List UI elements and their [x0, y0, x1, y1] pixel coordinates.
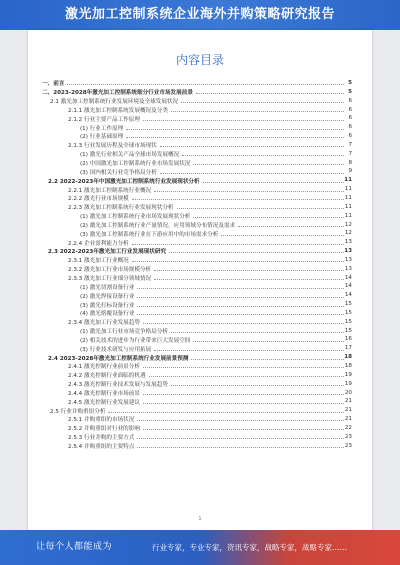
- dot-leader: [238, 225, 344, 227]
- dot-leader: [171, 384, 344, 386]
- dot-leader: [143, 402, 344, 404]
- toc-entry[interactable]: [28, 185, 372, 194]
- dot-leader: [143, 366, 344, 368]
- toc-entry-label: 2.1.3 行业发展历程及全球市场现状: [68, 143, 157, 150]
- dot-leader: [160, 172, 344, 174]
- toc-entry[interactable]: [28, 389, 372, 398]
- toc-entry-page: 15: [344, 318, 352, 325]
- toc-entry-label: 2.1.2 行业主要产品工作原理: [68, 116, 140, 123]
- toc-entry[interactable]: [28, 221, 372, 230]
- dot-leader: [160, 145, 344, 147]
- toc-entry-page: 18: [344, 363, 352, 369]
- toc-entry-page: 5: [348, 80, 352, 86]
- toc-entry-page: 15: [344, 309, 352, 316]
- toc-entry-label: 2.3.2 激光加工行业市场规模分析: [68, 267, 152, 274]
- toc-entry-label: (4) 激光熔覆设备行业: [80, 311, 135, 318]
- toc-entry-page: 11: [344, 186, 352, 193]
- toc-entry-page: 8: [348, 159, 352, 166]
- toc-entry-page: 21: [344, 407, 352, 414]
- toc-entry-page: 18: [344, 354, 352, 361]
- toc-entry[interactable]: [28, 123, 372, 132]
- toc-entry-page: 14: [344, 274, 352, 281]
- toc-entry-page: 13: [344, 265, 352, 272]
- toc-entry-label: 2.5.1 并购重组的市场状况: [68, 417, 135, 424]
- toc-title: 内容目录: [175, 53, 224, 67]
- toc-entry-page: 12: [344, 221, 352, 228]
- toc-entry[interactable]: [28, 371, 372, 380]
- dot-leader: [203, 181, 344, 183]
- toc-entry[interactable]: [28, 424, 372, 433]
- toc-entry[interactable]: [28, 167, 372, 176]
- dot-leader: [137, 305, 344, 307]
- toc-entry[interactable]: [28, 106, 372, 115]
- dot-leader: [154, 190, 344, 192]
- dot-leader: [137, 313, 344, 315]
- toc-entry-label: 2.3.1 激光加工行业概况: [68, 258, 129, 265]
- toc-entry-label: 2.3.4 激光加工行业发展趋势: [68, 320, 140, 327]
- toc-entry[interactable]: [28, 327, 372, 336]
- toc-entry-page: 22: [344, 424, 352, 431]
- toc-entry[interactable]: [28, 309, 372, 318]
- dot-leader: [126, 128, 344, 130]
- toc-entry[interactable]: [28, 238, 372, 247]
- toc-entry[interactable]: [28, 79, 372, 88]
- toc-entry-page: 16: [344, 336, 352, 343]
- dot-leader: [221, 234, 344, 236]
- toc-entry[interactable]: [28, 150, 372, 159]
- toc-entry[interactable]: [28, 282, 372, 291]
- toc-entry[interactable]: [28, 247, 372, 256]
- toc-entry[interactable]: [28, 318, 372, 327]
- footer-banner: [0, 530, 400, 565]
- toc-entry-label: (1) 激光切割设备行业: [80, 284, 135, 291]
- toc-entry-page: 6: [348, 115, 352, 122]
- toc-entry-page: 19: [344, 371, 352, 378]
- dot-leader: [149, 375, 344, 377]
- toc-entry-label: (1) 激光加工行业市场竞争格局分析: [80, 329, 169, 336]
- dot-leader: [169, 251, 344, 253]
- toc-entry-page: 5: [348, 88, 352, 95]
- toc-entry-page: 12: [344, 230, 352, 237]
- page-number: 1: [198, 516, 202, 522]
- toc-entry-label: (2) 激光焊接设备行业: [80, 293, 135, 300]
- toc-entry-page: 11: [344, 212, 352, 219]
- toc-entry-page: 7: [348, 141, 352, 148]
- dot-leader: [154, 278, 344, 280]
- toc-entry-page: 21: [344, 416, 352, 423]
- dot-leader: [67, 83, 344, 85]
- report-title: 激光加工控制系统企业海外并购策略研究报告: [64, 7, 335, 22]
- dot-leader: [132, 243, 344, 245]
- toc-entry-page: 14: [344, 283, 352, 290]
- dot-leader: [193, 340, 344, 342]
- header-banner: [0, 0, 400, 30]
- toc-entry-page: 20: [344, 389, 352, 396]
- toc-entry-label: (2) 激光加工控制系统行业产量情况，应用领域分布情况及需求: [80, 222, 236, 229]
- toc-entry[interactable]: [28, 132, 372, 141]
- toc-entry[interactable]: [28, 415, 372, 424]
- toc-entry-page: 23: [344, 433, 352, 440]
- toc-entry-label: 2.4.5 激光控制行业发展建议: [68, 399, 140, 406]
- toc-entry-page: 11: [344, 194, 352, 201]
- toc-entry-label: 2.4.1 激光控制行业前景分析: [68, 364, 140, 371]
- toc-entry-page: 13: [344, 248, 352, 255]
- toc-entry[interactable]: [28, 114, 372, 123]
- toc-entry[interactable]: [28, 344, 372, 353]
- toc-entry[interactable]: [28, 97, 372, 106]
- toc-entry[interactable]: [28, 300, 372, 309]
- dot-leader: [143, 322, 344, 324]
- toc-entry[interactable]: [28, 229, 372, 238]
- toc-entry-page: 9: [348, 168, 352, 175]
- toc-entry[interactable]: [28, 203, 372, 212]
- toc-entry[interactable]: [28, 256, 372, 265]
- toc-entry-label: 2.1.1 激光加工控制系统发展概况及分类: [68, 107, 168, 114]
- toc-entry[interactable]: [28, 194, 372, 203]
- toc-entry-page: 17: [344, 345, 352, 352]
- dot-leader: [191, 358, 344, 360]
- dot-leader: [132, 198, 344, 200]
- toc-entry[interactable]: [28, 353, 372, 362]
- dot-leader: [154, 269, 344, 271]
- toc-entry-page: 6: [348, 97, 352, 104]
- toc-entry[interactable]: [28, 433, 372, 442]
- toc-entry-label: 2.5 行业并购重组分析: [50, 408, 106, 415]
- dot-leader: [108, 411, 344, 413]
- toc-entry[interactable]: [28, 442, 372, 451]
- toc-entry-label: (3) 行业技术研发与应用拓展: [80, 346, 152, 353]
- dot-leader: [137, 419, 344, 421]
- toc-entry-label: 一、前言: [42, 81, 65, 88]
- toc-entry-page: 6: [348, 106, 352, 113]
- toc-entry-page: 7: [348, 150, 352, 157]
- dot-leader: [143, 119, 344, 121]
- toc-entry-label: 2.2.1 激光加工控制系统行业概况: [68, 187, 152, 194]
- toc-entry[interactable]: [28, 406, 372, 415]
- dot-leader: [126, 136, 344, 138]
- toc-entry-label: 2.4.3 激光控制行业技术发展与发展趋势: [68, 382, 168, 389]
- toc-entry-label: 2.5.4 并购重组的主要特点: [68, 444, 135, 451]
- document-page: [28, 30, 372, 530]
- dot-leader: [137, 296, 344, 298]
- toc-entry-label: 2.4.4 激光控制行业市场前景: [68, 390, 140, 397]
- toc-entry-label: 2.2.4 企业盈利能力分析: [68, 240, 129, 247]
- dot-leader: [143, 393, 344, 395]
- toc-entry-page: 13: [344, 239, 352, 246]
- toc-entry-page: 21: [344, 398, 352, 405]
- toc-entry-page: 11: [344, 177, 352, 184]
- toc-entry-label: 2.5.2 并购重组对行业的影响: [68, 426, 140, 433]
- toc-entry-page: 23: [344, 442, 352, 449]
- dot-leader: [182, 154, 344, 156]
- toc-entry-label: (2) 行业基础原理: [80, 134, 124, 141]
- dot-leader: [196, 92, 344, 94]
- toc-entry[interactable]: [28, 176, 372, 185]
- toc-entry[interactable]: [28, 212, 372, 221]
- toc-list: [28, 79, 372, 450]
- dot-leader: [154, 349, 344, 351]
- toc-entry[interactable]: [28, 397, 372, 406]
- dot-leader: [137, 446, 344, 448]
- toc-entry-label: 2.1 激光加工控制系统行业发展环境及全球发展状况: [50, 99, 179, 106]
- toc-entry[interactable]: [28, 362, 372, 371]
- toc-entry-page: 11: [344, 203, 352, 210]
- toc-entry-label: (3) 激光加工控制系统行业在下游应用中的市场需求分析: [80, 231, 219, 238]
- toc-entry-label: (3) 激光打标设备行业: [80, 302, 135, 309]
- toc-entry-page: 13: [344, 256, 352, 263]
- toc-entry-label: 2.2.3 激光加工控制系统行业发展现状分析: [68, 205, 174, 212]
- toc-entry[interactable]: [28, 159, 372, 168]
- dot-leader: [132, 260, 344, 262]
- toc-entry-label: (2) 相关技术的进步为行业带来巨大发展空间: [80, 337, 191, 344]
- toc-entry-label: 2.5.3 行业并购的主要方式: [68, 435, 135, 442]
- toc-entry[interactable]: [28, 380, 372, 389]
- toc-entry-page: 6: [348, 124, 352, 131]
- toc-entry-page: 15: [344, 301, 352, 308]
- footer-slogan: 让每个人都能成为: [36, 542, 113, 552]
- dot-leader: [193, 216, 344, 218]
- toc-entry-label: 2.4 2023-2028年激光加工控制系统行业发展前景预测: [48, 355, 189, 362]
- toc-entry-label: (1) 激光加工控制系统行业市场发展现状分析: [80, 214, 191, 221]
- dot-leader: [171, 110, 344, 112]
- toc-entry[interactable]: [28, 335, 372, 344]
- toc-entry[interactable]: [28, 88, 372, 97]
- dot-leader: [181, 101, 344, 103]
- toc-entry-label: 2.2 2022-2023年中国激光加工控制系统行业发展现状分析: [48, 178, 200, 185]
- dot-leader: [193, 163, 344, 165]
- toc-entry-label: (1) 行业工作原理: [80, 125, 124, 132]
- toc-entry[interactable]: [28, 265, 372, 274]
- footer-tagline: 行业专家，专业专家，资讯专家，战略专家，战略专家……: [152, 543, 347, 552]
- toc-entry-page: 19: [344, 380, 352, 387]
- dot-leader: [177, 207, 344, 209]
- dot-leader: [137, 437, 344, 439]
- toc-entry-label: 二、2023-2028年激光加工控制系统细分行业市场发展前景: [42, 90, 193, 97]
- toc-entry-label: (2) 中国激光加工控制系统行业市场发展状况: [80, 161, 191, 168]
- toc-entry-label: 2.4.2 激光控制行业面临的机遇: [68, 373, 146, 380]
- toc-entry-label: 2.2.2 激光行业市场规模: [68, 196, 129, 203]
- dot-leader: [171, 331, 344, 333]
- toc-entry-page: 6: [348, 133, 352, 140]
- toc-entry-label: (3) 国内相关行业竞争格局分析: [80, 169, 157, 176]
- toc-entry-label: 2.3 2022-2023年激光加工行业发展现状研究: [48, 249, 167, 256]
- toc-entry[interactable]: [28, 291, 372, 300]
- toc-entry-label: 2.3.3 激光加工行业细分领域情况: [68, 275, 152, 282]
- toc-entry-page: 15: [344, 327, 352, 334]
- toc-entry-label: (1) 激光行业相关产品全球市场发展概况: [80, 152, 180, 159]
- toc-entry[interactable]: [28, 141, 372, 150]
- toc-entry[interactable]: [28, 274, 372, 283]
- toc-entry-page: 14: [344, 292, 352, 299]
- dot-leader: [137, 287, 344, 289]
- dot-leader: [143, 428, 344, 430]
